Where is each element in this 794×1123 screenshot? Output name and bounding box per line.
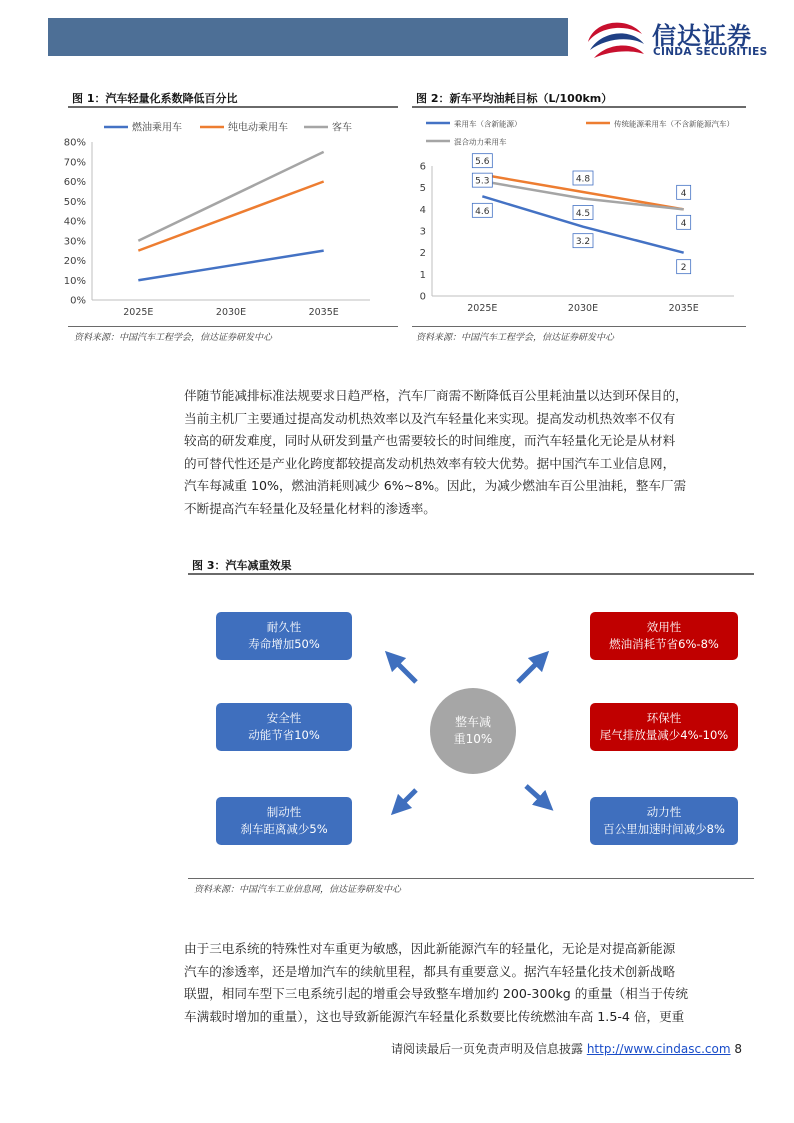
y-tick-label: 1 (419, 269, 426, 281)
power-desc: 百公里加速时间减少8% (603, 822, 725, 836)
body-paragraph-1 (184, 385, 742, 520)
power-title: 动力性 (646, 805, 682, 819)
paragraph-line: 的可替代性还是产业化跨度都较提高发动机热效率有较大优势。据中国汽车工业信息网， (184, 455, 676, 471)
y-tick-label: 60% (63, 177, 86, 188)
legend-label: 乘用车（含新能源） (454, 119, 522, 129)
y-tick-label: 80% (63, 137, 86, 149)
braking-desc: 刹车距离减少5% (240, 822, 328, 836)
efficiency-desc: 燃油消耗节省6%-8% (609, 637, 719, 651)
paragraph-line: 车满载时增加的重量），这也导致新能源汽车轻量化系数要比传统燃油车高 1.5-4 倍，更重 (184, 1008, 685, 1024)
paragraph-line: 不断提高汽车轻量化及轻量化材料的渗透率。 (184, 500, 436, 516)
series-line-3 (138, 152, 323, 241)
figure1-chart (60, 110, 400, 324)
data-label: 4.5 (575, 209, 591, 219)
figure2-chart (410, 110, 750, 324)
efficiency-title: 效用性 (646, 620, 682, 634)
legend-label: 纯电动乘用车 (228, 122, 288, 134)
cinda-logo (582, 14, 782, 64)
durability-desc: 寿命增加50% (248, 637, 320, 651)
arrow-to-power-icon (526, 786, 546, 804)
paragraph-line: 由于三电系统的特殊性对车重更为敏感，因此新能源汽车的轻量化，无论是对提高新能源 (184, 941, 676, 956)
paragraph-line: 伴随节能减排标准法规要求日趋严格，汽车厂商需不断降低百公里耗油量以达到环保目的， (184, 388, 688, 403)
paragraph-line: 汽车每减重 10%，燃油消耗则减少 6%~8%。因此，为减少燃油车百公里油耗，整车厂需 (184, 478, 687, 493)
figure3-bottom-rule (188, 878, 754, 879)
circle-line-2: 重10% (453, 732, 493, 746)
body-paragraph-2 (184, 938, 742, 1028)
figure1-top-rule (68, 106, 398, 108)
circle-line-1: 整车减 (454, 715, 491, 729)
footer-disclaimer: 请阅读最后一页免责声明及信息披露 (390, 1042, 583, 1056)
y-tick-label: 70% (63, 157, 86, 169)
braking-title: 制动性 (266, 805, 302, 819)
data-label: 2 (680, 263, 687, 274)
paragraph-line: 当前主机厂主要通过提高发动机热效率以及汽车轻量化来实现。提高发动机热效率不仅有 (184, 410, 676, 426)
y-tick-label: 6 (419, 161, 426, 173)
x-tick-label: 2035E (308, 307, 339, 318)
data-label: 5.6 (475, 157, 490, 168)
figure2-source: 资料来源：中国汽车工程学会，信达证券研发中心 (416, 333, 615, 343)
footer-website-link[interactable]: http://www.cindasc.com (586, 1042, 731, 1056)
figure1-bottom-rule (68, 326, 398, 327)
series-line-1 (138, 251, 323, 281)
y-tick-label: 5 (419, 183, 426, 195)
durability-box (216, 612, 352, 660)
data-label: 4 (680, 188, 687, 199)
figure3-title: 图 3：汽车减重效果 (192, 559, 292, 572)
paragraph-line: 较高的研发难度，同时从研发到量产也需要较长的时间维度，而汽车轻量化无论是从材料 (184, 433, 676, 448)
paragraph-line: 联盟，相同车型下三电系统引起的增重会导致整车增加约 200-300kg 的重量（相当于传统 (184, 986, 689, 1001)
power-box (590, 797, 738, 845)
weight-reduction-circle (430, 688, 516, 774)
x-tick-label: 2030E (567, 303, 599, 314)
page-footer (391, 1040, 742, 1057)
x-tick-label: 2035E (668, 303, 699, 314)
legend-label: 混合动力乘用车 (454, 137, 507, 147)
braking-box (216, 797, 352, 845)
safety-title: 安全性 (266, 711, 302, 725)
data-label: 3.2 (575, 237, 591, 248)
safety-box (216, 703, 352, 751)
cinda-logo-icon (582, 14, 650, 64)
y-tick-label: 3 (419, 226, 426, 238)
y-tick-label: 10% (63, 275, 86, 287)
environmental-desc: 尾气排放量减少4%-10% (599, 728, 729, 742)
arrow-to-durability-icon (392, 658, 416, 682)
figure3-top-rule (188, 573, 754, 575)
x-tick-label: 2030E (215, 307, 247, 318)
series-line-2 (138, 182, 323, 251)
figure2-top-rule (412, 106, 746, 108)
page-number: 8 (734, 1042, 742, 1056)
data-label: 4.8 (575, 174, 591, 185)
data-label: 4.6 (475, 206, 490, 217)
y-tick-label: 30% (63, 236, 86, 248)
y-tick-label: 0 (419, 291, 426, 303)
y-tick-label: 50% (63, 196, 86, 208)
y-tick-label: 40% (63, 216, 86, 228)
y-tick-label: 20% (63, 256, 86, 267)
y-tick-label: 4 (419, 204, 426, 216)
header-bar (48, 18, 568, 56)
environmental-title: 环保性 (646, 711, 682, 725)
environmental-box (590, 703, 738, 751)
data-label: 5.3 (475, 176, 490, 187)
y-tick-label: 2 (419, 248, 426, 260)
arrow-to-braking-icon (398, 790, 416, 808)
x-tick-label: 2025E (123, 307, 154, 318)
legend-label: 燃油乘用车 (132, 122, 182, 134)
figure1-title: 图 1：汽车轻量化系数降低百分比 (72, 92, 238, 105)
legend-label: 传统能源乘用车（不含新能源汽车） (614, 119, 734, 129)
safety-desc: 动能节省10% (248, 728, 320, 742)
figure1-source: 资料来源：中国汽车工程学会，信达证券研发中心 (74, 333, 273, 343)
figure2-bottom-rule (412, 326, 746, 327)
efficiency-box (590, 612, 738, 660)
logo-english-name: CINDA SECURITIES (653, 46, 768, 58)
data-label: 4 (680, 218, 687, 229)
legend-label: 客车 (332, 122, 352, 134)
figure3-source: 资料来源：中国汽车工业信息网，信达证券研发中心 (194, 885, 402, 895)
figure2-title: 图 2：新车平均油耗目标（L/100km） (416, 92, 613, 105)
x-tick-label: 2025E (467, 303, 498, 314)
paragraph-line: 汽车的渗透率，还是增加汽车的续航里程，都具有重要意义。据汽车轻量化技术创新战略 (184, 963, 676, 979)
durability-title: 耐久性 (266, 620, 302, 634)
logo-chinese-name: 信达证券 (652, 22, 752, 50)
y-tick-label: 0% (70, 295, 86, 307)
arrow-to-efficiency-icon (518, 658, 542, 682)
